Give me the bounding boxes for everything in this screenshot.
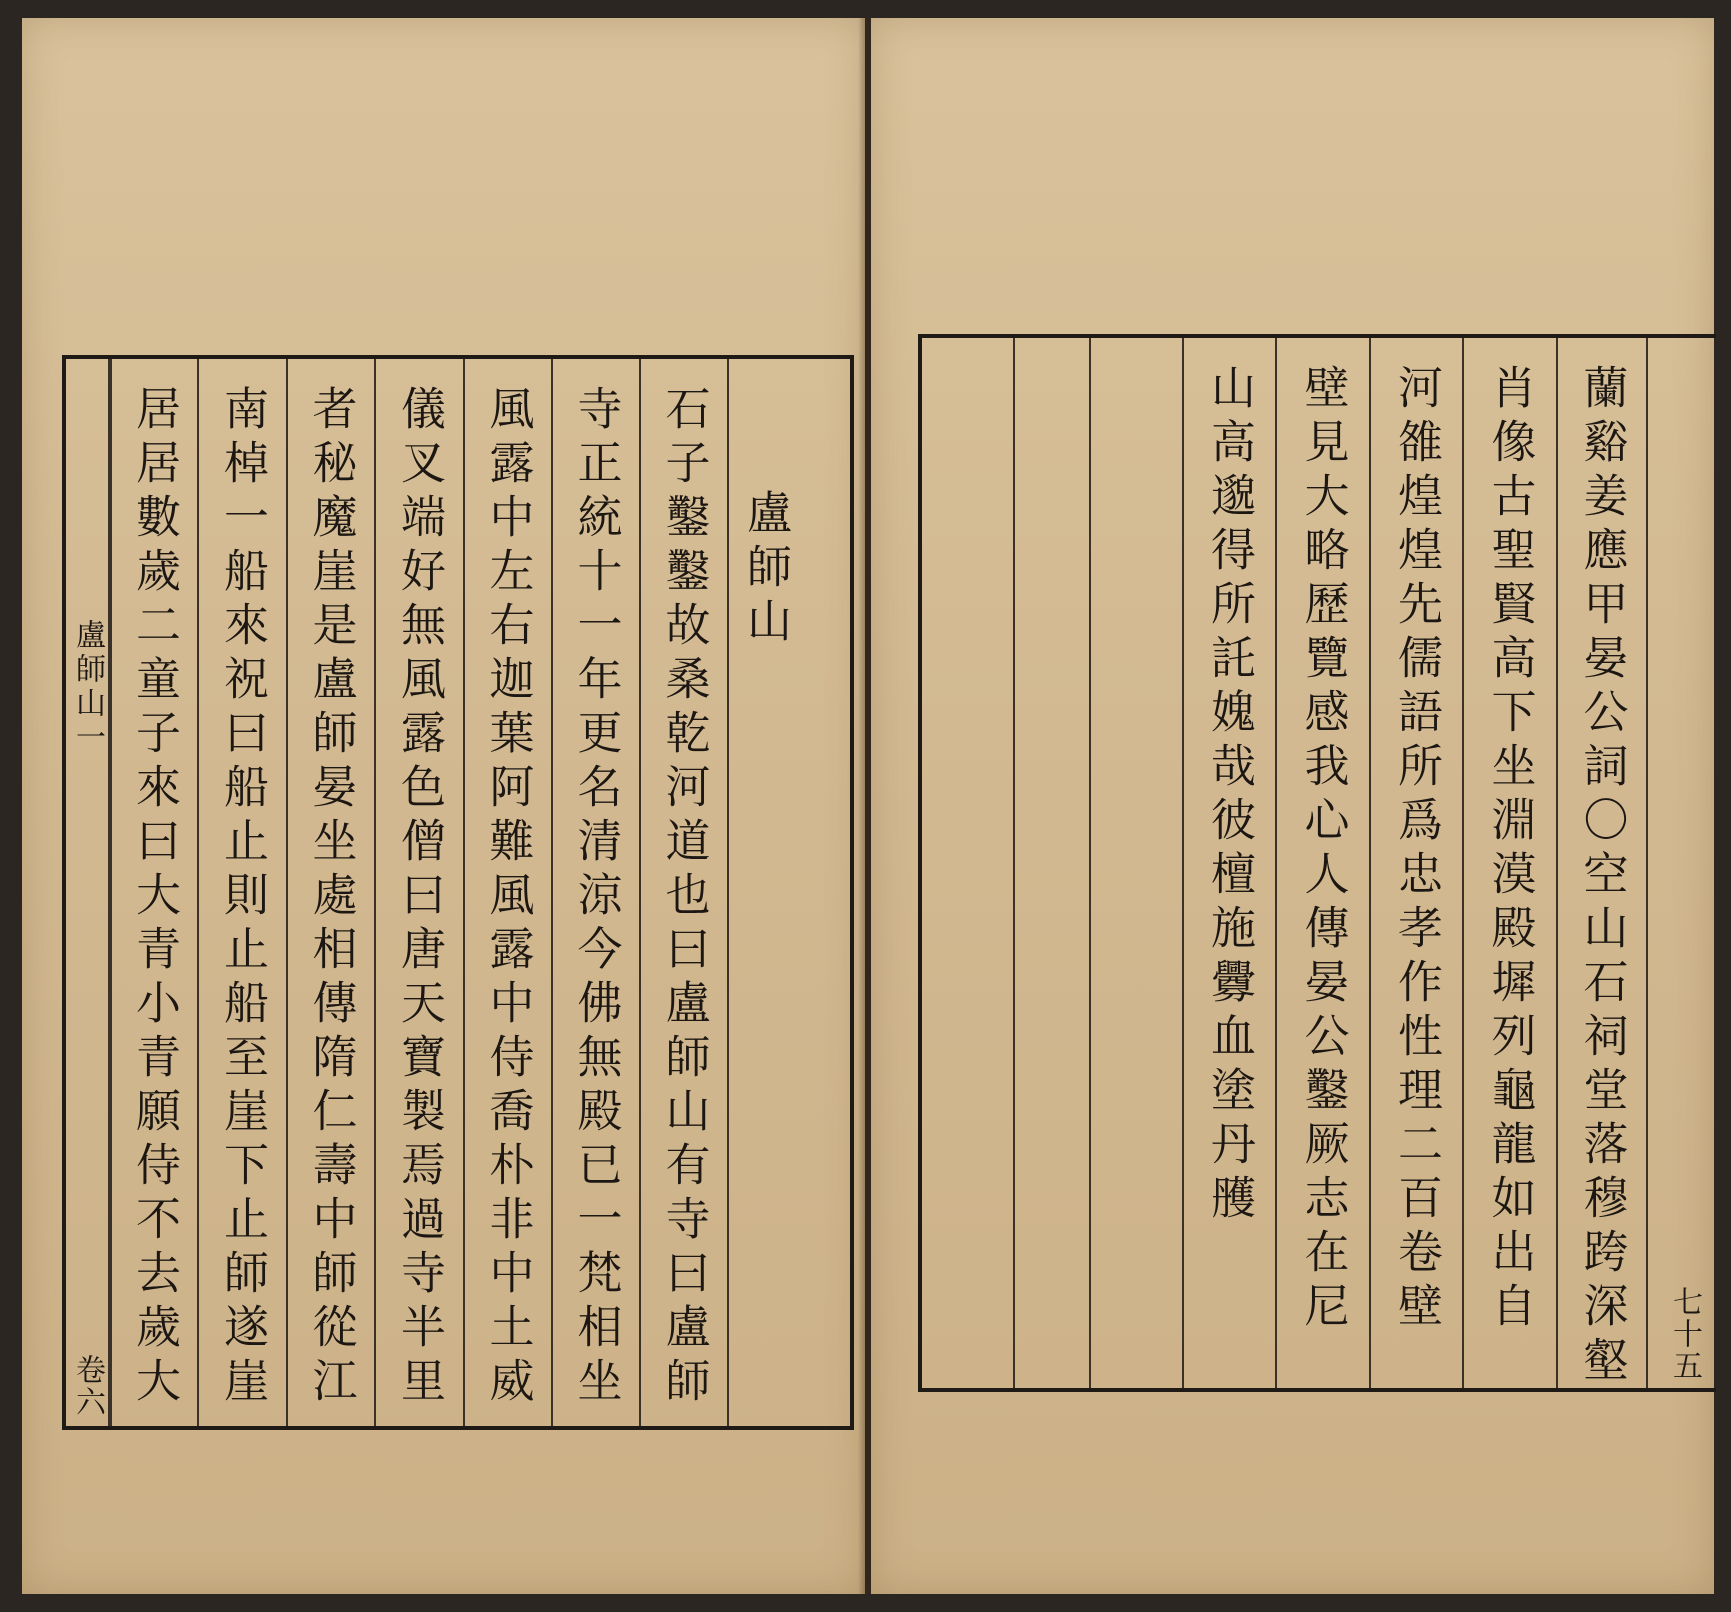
- page-number: 七十五: [1667, 1286, 1702, 1382]
- section-heading: 盧師山: [739, 489, 792, 651]
- text-column-1: [1556, 338, 1646, 1388]
- text-column-5: [286, 359, 374, 1426]
- text-line: 河雒煌煌先儒語所爲忠孝作性理二百卷壁: [1390, 364, 1443, 1336]
- text-column-6: [197, 359, 286, 1426]
- text-column-3: [1369, 338, 1462, 1388]
- text-column-5: [1182, 338, 1275, 1388]
- margin-title: 盧師山一: [70, 619, 105, 755]
- empty-column: [1013, 338, 1089, 1388]
- margin-column: [66, 359, 110, 1426]
- text-column-4: [1275, 338, 1369, 1388]
- right-page-frame: [918, 334, 1716, 1392]
- text-line: 壁見大略歷覽感我心人傳晏公鑿厥志在尼: [1296, 364, 1350, 1336]
- text-line: 蘭谿姜應甲晏公詞〇空山石祠堂落穆跨深壑: [1575, 364, 1629, 1390]
- text-column-2: [551, 359, 639, 1426]
- text-line: 石子鑿鑿故桑乾河道也曰盧師山有寺曰盧師: [657, 385, 711, 1411]
- text-column-1: [639, 359, 727, 1426]
- text-column-2: [1462, 338, 1556, 1388]
- empty-column: [1089, 338, 1182, 1388]
- right-page: [871, 18, 1714, 1594]
- text-column-3: [463, 359, 551, 1426]
- text-line: 山高邈得所託媿哉彼檀施釁血塗丹雘: [1203, 364, 1256, 1228]
- text-line: 風露中左右迦葉阿難風露中侍喬朴非中土威: [481, 385, 535, 1411]
- margin-volume: 卷六: [70, 1354, 105, 1418]
- empty-column: [922, 338, 1013, 1388]
- page-number-column: [1646, 338, 1720, 1388]
- text-line: 居居數歲二童子來曰大青小青願侍不去歲大: [128, 385, 181, 1411]
- left-page-frame: [62, 355, 854, 1430]
- left-page: [22, 18, 865, 1594]
- text-line: 肖像古聖賢高下坐淵漠殿墀列龜龍如出自: [1483, 364, 1537, 1336]
- text-line: 者秘魔崖是盧師晏坐處相傳隋仁壽中師從江: [304, 385, 358, 1411]
- text-column-7: [110, 359, 197, 1426]
- text-line: 寺正統十一年更名清涼今佛無殿已一梵相坐: [569, 385, 623, 1411]
- text-column-4: [374, 359, 463, 1426]
- text-line: 儀叉端好無風露色僧曰唐天寶製焉過寺半里: [393, 385, 446, 1411]
- text-line: 南棹一船來祝曰船止則止船至崖下止師遂崖: [216, 385, 269, 1411]
- heading-column: [727, 359, 802, 1426]
